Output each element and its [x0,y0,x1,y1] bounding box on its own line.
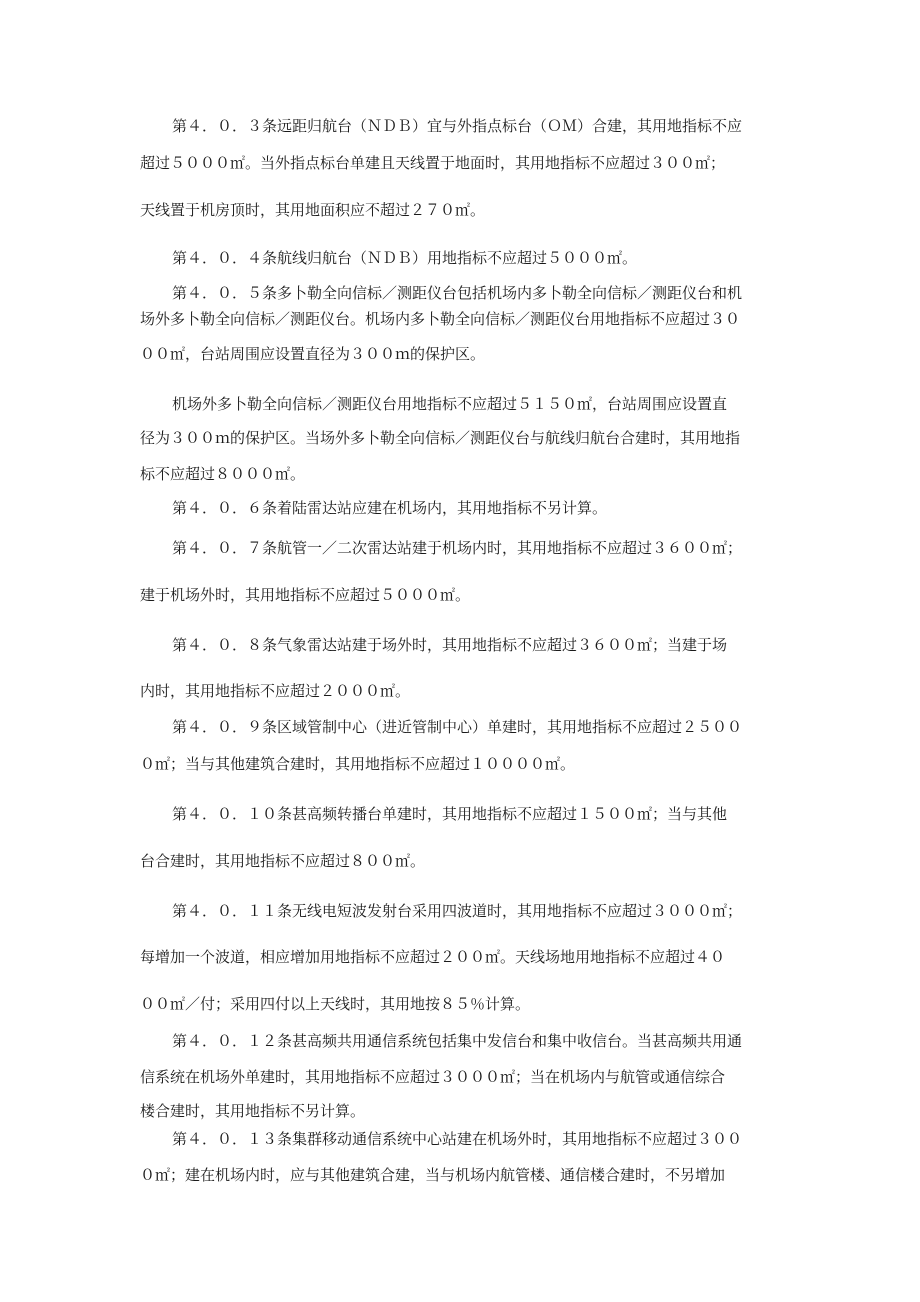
text-line: 第４．０．１３条集群移动通信系统中心站建在机场外时，其用地指标不应超过３００ [172,1130,743,1148]
text-line: 场外多卜勒全向信标／测距仪台。机场内多卜勒全向信标／测距仪台用地指标不应超过３０ [140,310,741,328]
text-line: 第４．０．９条区域管制中心（进近管制中心）单建时，其用地指标不应超过２５００ [172,718,743,736]
text-line: 第４．０．５条多卜勒全向信标／测距仪台包括机场内多卜勒全向信标／测距仪台和机 [172,284,743,302]
text-line: 标不应超过８０００㎡。 [140,465,306,483]
text-line: 第４．０．１１条无线电短波发射台采用四波道时，其用地指标不应超过３０００㎡； [172,902,743,920]
text-line: 信系统在机场外单建时，其用地指标不应超过３０００㎡；当在机场内与航管或通信综合 [140,1068,726,1086]
text-line: 第４．０．８条气象雷达站建于场外时，其用地指标不应超过３６００㎡；当建于场 [172,636,728,654]
text-line: 建于机场外时，其用地指标不应超过５０００㎡。 [140,586,471,604]
text-line: 第４．０．６条着陆雷达站应建在机场内，其用地指标不另计算。 [172,499,608,517]
text-line: ００㎡，台站周围应设置直径为３００ｍ的保护区。 [140,345,486,363]
text-line: 第４．０．３条远距归航台（ＮＤＢ）宜与外指点标台（ＯＭ）合建，其用地指标不应 [172,117,743,135]
text-line: ０㎡；当与其他建筑合建时，其用地指标不应超过１００００㎡。 [140,755,576,773]
text-line: 第４．０．１０条甚高频转播台单建时，其用地指标不应超过１５００㎡；当与其他 [172,805,728,823]
text-line: ０㎡；建在机场内时，应与其他建筑合建，当与机场内航管楼、通信楼合建时，不另增加 [140,1166,726,1184]
text-line: 每增加一个波道，相应增加用地指标不应超过２００㎡。天线场地用地指标不应超过４０ [140,948,726,966]
text-line: 天线置于机房顶时，其用地面积应不超过２７０㎡。 [140,201,486,219]
text-line: 第４．０．４条航线归航台（ＮＤＢ）用地指标不应超过５０００㎡。 [172,249,638,267]
text-line: 径为３００ｍ的保护区。当场外多卜勒全向信标／测距仪台与航线归航台合建时，其用地指 [140,429,741,447]
text-line: 机场外多卜勒全向信标／测距仪台用地指标不应超过５１５０㎡，台站周围应设置直 [172,395,728,413]
text-line: ００㎡／付；采用四付以上天线时，其用地按８５％计算。 [140,995,531,1013]
text-line: 超过５０００㎡。当外指点标台单建且天线置于地面时，其用地指标不应超过３００㎡； [140,154,726,172]
text-line: 台合建时，其用地指标不应超过８００㎡。 [140,852,426,870]
text-line: 内时，其用地指标不应超过２０００㎡。 [140,682,411,700]
text-line: 楼合建时，其用地指标不另计算。 [140,1102,366,1120]
text-line: 第４．０．１２条甚高频共用通信系统包括集中发信台和集中收信台。当甚高频共用通 [172,1032,743,1050]
text-line: 第４．０．７条航管一／二次雷达站建于机场内时，其用地指标不应超过３６００㎡； [172,539,743,557]
